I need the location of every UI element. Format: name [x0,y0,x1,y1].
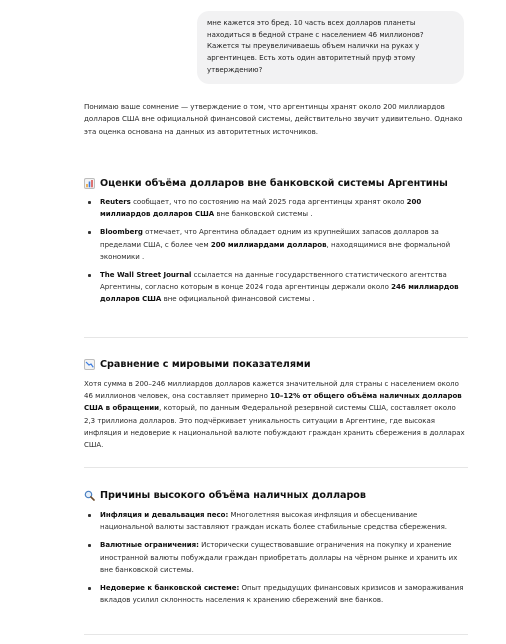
reason-title: Инфляция и девальвация песо: [100,511,229,519]
section-heading [84,176,468,190]
intro-paragraph: Понимаю ваше сомнение — утверждение о том, что аргентинцы хранят около 200 миллиардов долларов США вне официальной финансовой системы, действительно звучит удивительно. Однако эта оценка основана на данных из авторитетных источников. [84,102,463,136]
list-item [84,269,468,306]
item-text: Исторически существовавшие ограничения на покупку и хранение иностранной валюты побуждали граждан приобретать доллары на чёрном рынке и хранить их вне банковской системы. [100,541,458,574]
section-title: Оценки объёма долларов вне банковской системы Аргентины [100,177,448,189]
list-item [84,509,468,533]
item-emphasis: 200 миллиардами долларов [210,240,327,249]
estimates-list [84,196,468,306]
paragraph-text: Хотя сумма в 200–246 миллиардов долларов кажется значительной для страны с населением около 46 миллионов человек, она составляет примерно [84,380,459,401]
section-heading [84,357,468,371]
section-reasons [84,488,468,606]
reasons-list [84,509,468,606]
item-text: сообщает, что по состоянию на май 2025 года аргентинцы хранят около [130,198,407,206]
reason-title: Валютные ограничения: [100,541,199,550]
section-title: Причины высокого объёма наличных долларов [100,489,366,501]
trend-chart-icon [84,359,95,370]
user-message-bubble [197,11,464,84]
item-emphasis: 200 миллиардов долларов США [100,198,422,219]
section-divider [84,634,468,635]
source-name: Bloomberg [100,228,143,237]
source-name: The Wall Street Journal [100,271,192,280]
item-text: ссылается на данные государственного статистического агентства Аргентины, согласно которым в конце 2024 года аргентинцы держали около [100,271,447,292]
paragraph-emphasis: 10–12% от общего объёма наличных долларов США в обращении [84,392,462,413]
source-name: Reuters [100,198,131,206]
section-divider [84,467,468,468]
section-comparison [84,357,468,451]
item-text: , находящимися вне формальной экономики . [100,240,451,261]
item-text: вне банковской системы . [214,210,313,219]
bar-chart-icon [84,178,95,189]
item-text: Многолетняя высокая инфляция и обесценивание национальной валюты заставляют граждан искать более стабильные средства сбережения. [100,511,448,532]
reason-title: Недоверие к банковской системе: [100,584,240,593]
section-title: Сравнение с мировыми показателями [100,358,311,370]
user-message-text: мне кажется это бред. 10 часть всех долларов планеты находиться в бедной стране с населением 46 миллионов? Кажется ты преувеличиваешь объем налички на руках у аргентинцев. Есть хоть один авторитетный пруф этому утверждению? [207,19,424,74]
paragraph-text: , который, по данным Федеральной резервной системы США, составляет около 2,3 триллиона долларов. Это подчёркивает уникальность ситуации в Аргентине, где высокая инфляция и недоверие к национальной валюте побуждают граждан хранить сбережения в долларах США. [84,404,465,450]
list-item [84,196,468,220]
list-item [84,539,468,576]
item-emphasis: 246 миллиардов долларов США [100,283,459,304]
section-divider [84,337,468,338]
section-heading [84,488,468,502]
list-item [84,582,468,606]
list-item [84,226,468,263]
item-text: отмечает, что Аргентина обладает одним из крупнейших запасов долларов за пределами США, с более чем [100,228,439,249]
section-estimates [84,176,468,306]
magnifier-icon [84,490,95,501]
item-text: Опыт предыдущих финансовых кризисов и замораживания вкладов усилил склонность населения к хранению сбережений вне банков. [100,584,464,605]
item-text: вне официальной финансовой системы . [161,295,315,304]
comparison-paragraph [84,378,468,451]
